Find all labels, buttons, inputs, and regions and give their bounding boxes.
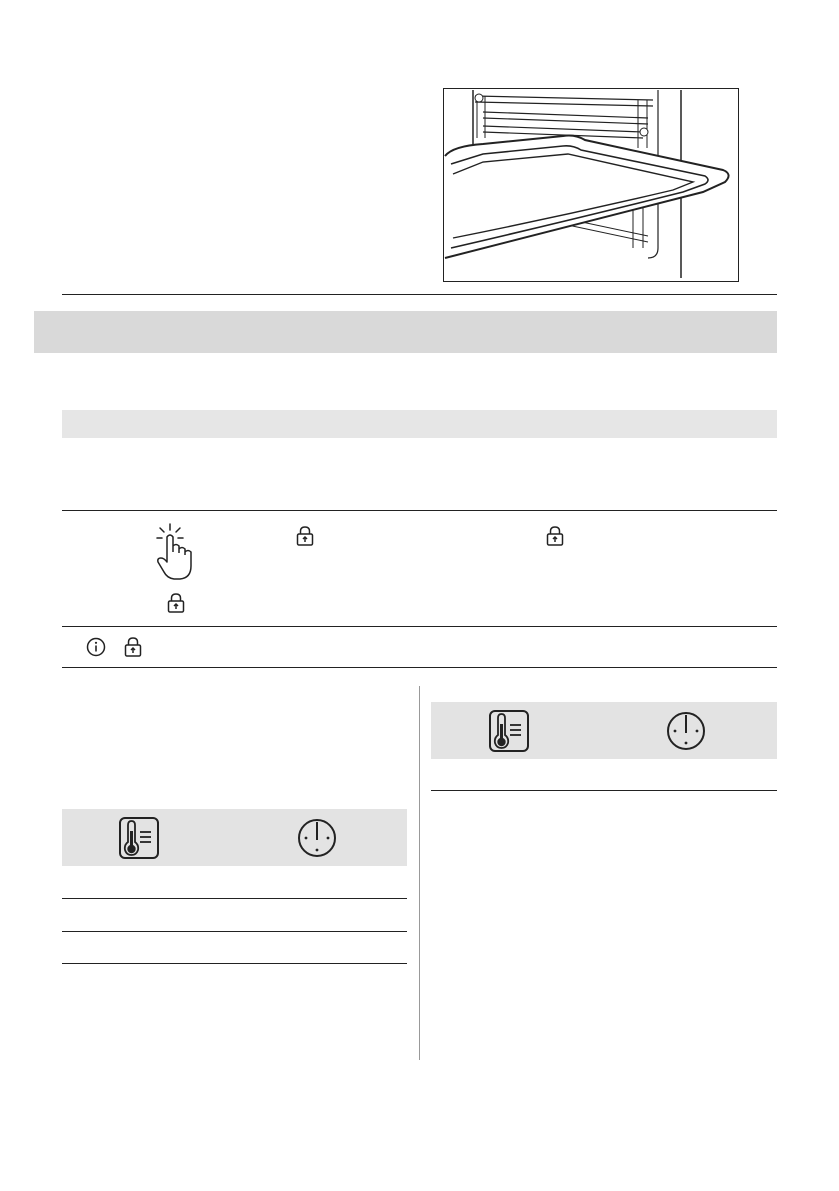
- lock-icon: [296, 526, 314, 546]
- core-temperature-icon: [489, 710, 529, 752]
- lock-icon: [167, 593, 185, 613]
- instruction-top-divider: [62, 510, 777, 511]
- clock-icon: [666, 710, 706, 752]
- core-temperature-icon: [119, 817, 159, 859]
- left-table-header: [62, 809, 407, 866]
- left-table-bottom: [62, 963, 407, 964]
- right-table-header: [431, 702, 777, 759]
- clock-icon: [297, 817, 337, 859]
- oven-tray-illustration: [443, 88, 739, 282]
- lock-icon: [546, 526, 564, 546]
- info-icon: [86, 637, 106, 657]
- column-separator: [419, 686, 420, 1060]
- left-table-row-divider: [62, 898, 407, 899]
- top-divider: [62, 294, 777, 295]
- left-table-row-divider: [62, 931, 407, 932]
- subsection-header-band: [62, 410, 777, 438]
- info-bottom-divider: [62, 667, 777, 668]
- info-top-divider: [62, 626, 777, 627]
- lock-icon: [124, 637, 142, 657]
- right-table-bottom: [431, 790, 777, 791]
- tap-hand-icon: [152, 522, 196, 582]
- section-header-band: [34, 311, 777, 353]
